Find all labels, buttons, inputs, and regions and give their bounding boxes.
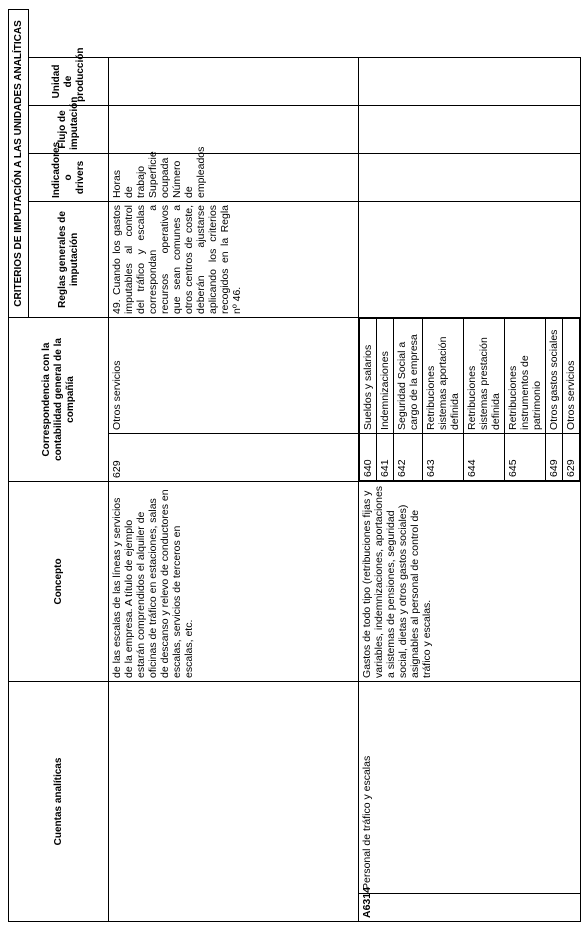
account-code: 645 [505,433,546,480]
header-unidad: Unidad de producción [29,57,109,105]
account-code: 643 [423,433,464,480]
account-code: 640 [360,433,377,480]
account-code: 642 [394,433,423,480]
account-desc: Indemnizaciones [377,318,394,433]
row2-accounts-cell [359,317,581,481]
row2-flujo [359,105,581,153]
header-flujo: Flujo de imputación [29,105,109,153]
row2-indicadores [359,153,581,201]
imputation-table [8,9,581,922]
row1-desc: Otros servicios [109,317,359,433]
account-desc: Otros gastos sociales [546,318,563,433]
account-desc: Otros servicios [563,318,580,433]
row2-name: Personal de tráfico y escalas [359,681,581,893]
account-desc: Seguridad Social a cargo de la empresa [394,318,423,433]
header-criterios: CRITERIOS DE IMPUTACIÓN A LAS UNIDADES ANALÍTICAS [9,9,29,317]
row2-reglas [359,201,581,317]
header-concepto: Concepto [9,481,109,681]
row1-unidad [109,57,359,105]
row1-cuentas-cell [109,681,359,921]
header-correspondencia: Correspondencia con la contabilidad general de la compañía [9,317,109,481]
header-indicadores: Indicadores o drivers [29,153,109,201]
account-desc: Sueldos y salarios [360,318,377,433]
row2-concepto: Gastos de todo tipo (retribuciones fijas y variables, indemnizaciones, aportaciones a sistemas de pensiones, seguridad social, dietas y otros gastos sociales) asignables al personal de control de tráfico y escalas. [359,481,581,681]
row1-concepto: de las escalas de las líneas y servicios de la empresa. A título de ejemplo estarán comprendidos el alquiler de oficinas de tráfico en estaciones, salas de descanso y relevo de conductores en escalas, servicios de terceros en escalas, etc. [109,481,359,681]
account-code: 649 [546,433,563,480]
account-desc: Retribuciones sistemas aportación definida [423,318,464,433]
account-code: 629 [563,433,580,480]
account-desc: Retribuciones sistemas prestación definida [464,318,505,433]
header-cuentas: Cuentas analíticas [9,681,109,921]
row1-flujo [109,105,359,153]
row2-unidad [359,57,581,105]
row1-code: 629 [109,433,359,481]
account-code: 644 [464,433,505,480]
account-code: 641 [377,433,394,480]
accounts-subtable [359,318,580,481]
header-reglas: Reglas generales de imputación [29,201,109,317]
account-desc: Retribuciones instrumentos de patrimonio [505,318,546,433]
row1-indicadores: Horas de trabajo Superficie ocupada Número de empleados [109,153,359,201]
row2-code: A6314 [359,894,581,922]
row1-reglas: 49. Cuando los gastos imputables al control del tráfico y escalas correspondan a recursos operativos que sean comunes a otros centros de coste, deberán ajustarse aplicando los criterios recogidos en la Regla nº 46. [109,201,359,317]
